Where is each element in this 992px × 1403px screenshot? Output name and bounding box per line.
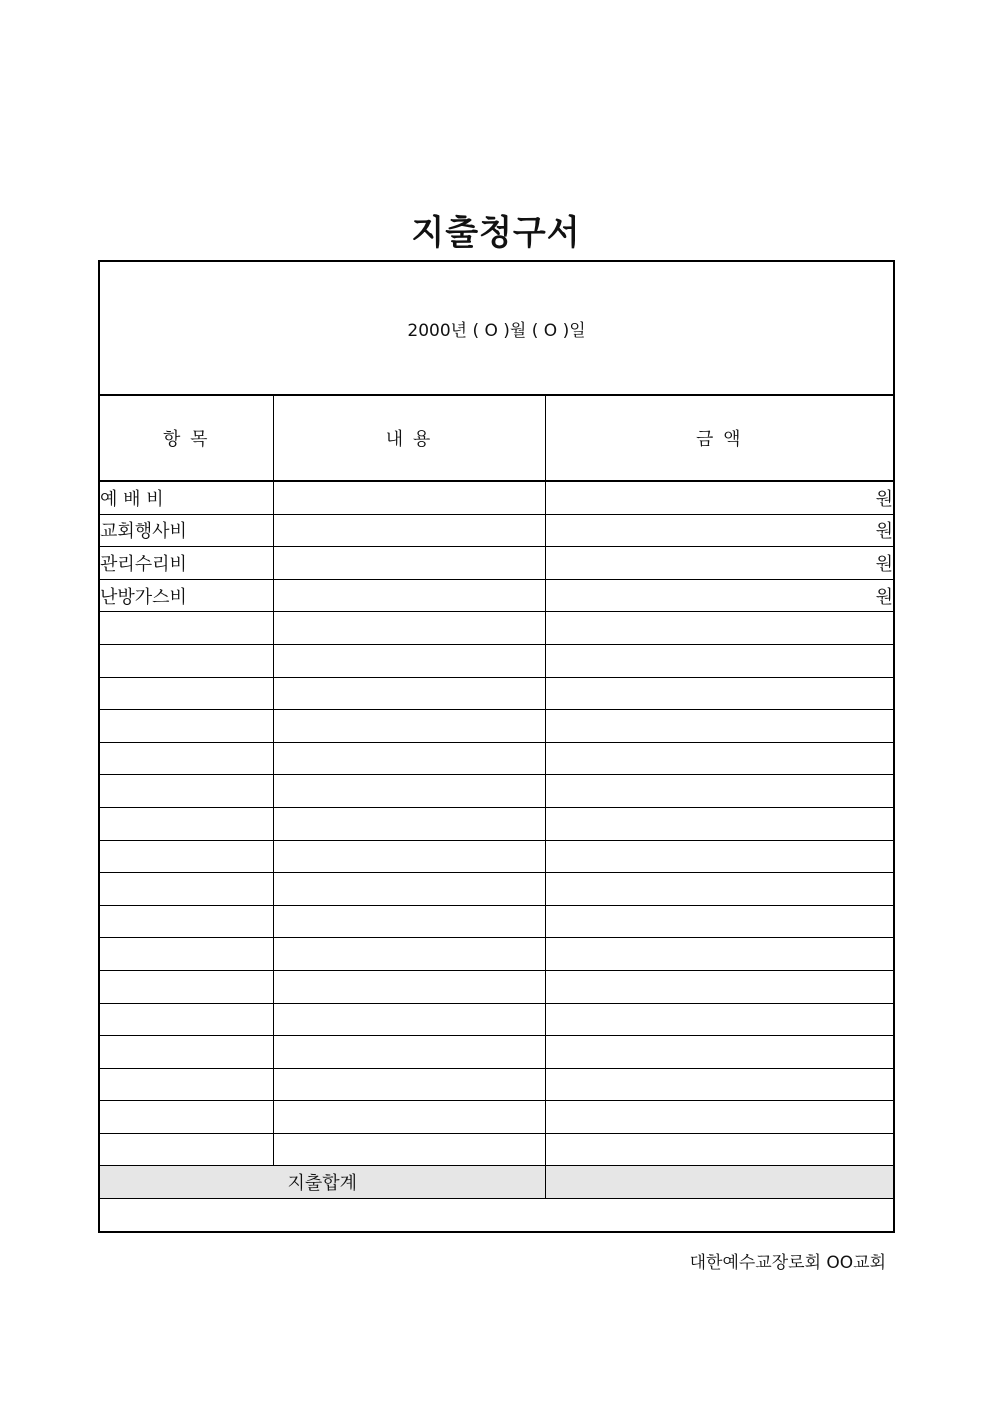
total-row (100, 1166, 893, 1199)
row-content-cell[interactable] (273, 873, 545, 906)
row-content-cell[interactable] (273, 547, 545, 580)
header-row (100, 396, 893, 481)
row-content-cell[interactable] (273, 1068, 545, 1101)
row-amount-cell[interactable] (545, 1036, 893, 1069)
table-row (100, 905, 893, 938)
expense-table (100, 396, 893, 1199)
row-amount-cell[interactable] (545, 1003, 893, 1036)
row-amount-cell[interactable] (545, 644, 893, 677)
row-amount-cell[interactable]: 원 (545, 547, 893, 580)
row-amount-cell[interactable] (545, 612, 893, 645)
row-amount-cell[interactable]: 원 (545, 579, 893, 612)
row-content-cell[interactable] (273, 970, 545, 1003)
row-amount-cell[interactable]: 원 (545, 514, 893, 547)
date-line: 2000년 ( O )월 ( O )일 (100, 262, 893, 396)
row-item-cell[interactable] (100, 938, 273, 971)
row-item-cell[interactable] (100, 840, 273, 873)
row-item-cell[interactable] (100, 1101, 273, 1134)
row-content-cell[interactable] (273, 481, 545, 514)
row-content-cell[interactable] (273, 1101, 545, 1134)
table-row (100, 514, 893, 547)
table-row (100, 481, 893, 514)
table-row (100, 547, 893, 580)
row-amount-cell[interactable] (545, 970, 893, 1003)
row-item-cell[interactable] (100, 1036, 273, 1069)
row-amount-cell[interactable] (545, 677, 893, 710)
row-item-cell[interactable] (100, 710, 273, 743)
table-row (100, 579, 893, 612)
row-amount-cell[interactable] (545, 1101, 893, 1134)
row-item-cell[interactable] (100, 970, 273, 1003)
row-item-cell[interactable] (100, 807, 273, 840)
table-row (100, 1068, 893, 1101)
row-item-cell[interactable] (100, 644, 273, 677)
row-item-cell[interactable] (100, 1068, 273, 1101)
row-content-cell[interactable] (273, 644, 545, 677)
row-content-cell[interactable] (273, 938, 545, 971)
row-amount-cell[interactable] (545, 807, 893, 840)
row-amount-cell[interactable]: 원 (545, 481, 893, 514)
row-content-cell[interactable] (273, 775, 545, 808)
table-row (100, 677, 893, 710)
row-amount-cell[interactable] (545, 840, 893, 873)
document-title: 지출청구서 (411, 213, 581, 253)
table-row (100, 644, 893, 677)
row-item-cell[interactable] (100, 905, 273, 938)
table-row (100, 873, 893, 906)
table-row (100, 840, 893, 873)
table-row (100, 938, 893, 971)
row-amount-cell[interactable] (545, 873, 893, 906)
row-item-cell[interactable]: 예 배 비 (100, 481, 273, 514)
row-content-cell[interactable] (273, 514, 545, 547)
church-name: 대한예수교장로회 OO교회 (689, 1253, 886, 1273)
expense-form (98, 260, 895, 1233)
table-row (100, 775, 893, 808)
row-amount-cell[interactable] (545, 742, 893, 775)
row-content-cell[interactable] (273, 1036, 545, 1069)
total-value[interactable] (545, 1166, 893, 1199)
row-item-cell[interactable] (100, 873, 273, 906)
table-row (100, 742, 893, 775)
row-content-cell[interactable] (273, 579, 545, 612)
row-item-cell[interactable] (100, 612, 273, 645)
row-content-cell[interactable] (273, 710, 545, 743)
row-content-cell[interactable] (273, 905, 545, 938)
row-amount-cell[interactable] (545, 1133, 893, 1166)
table-row (100, 807, 893, 840)
table-row (100, 710, 893, 743)
row-amount-cell[interactable] (545, 905, 893, 938)
row-content-cell[interactable] (273, 677, 545, 710)
header-amount: 금 액 (545, 396, 893, 481)
header-content: 내 용 (273, 396, 545, 481)
row-content-cell[interactable] (273, 840, 545, 873)
table-row (100, 612, 893, 645)
row-item-cell[interactable] (100, 742, 273, 775)
row-item-cell[interactable]: 관리수리비 (100, 547, 273, 580)
row-amount-cell[interactable] (545, 938, 893, 971)
row-amount-cell[interactable] (545, 775, 893, 808)
row-content-cell[interactable] (273, 807, 545, 840)
row-content-cell[interactable] (273, 1133, 545, 1166)
row-content-cell[interactable] (273, 742, 545, 775)
row-item-cell[interactable]: 난방가스비 (100, 579, 273, 612)
table-row (100, 1003, 893, 1036)
row-item-cell[interactable] (100, 775, 273, 808)
total-label: 지출합계 (100, 1166, 545, 1199)
row-content-cell[interactable] (273, 612, 545, 645)
table-row (100, 1101, 893, 1134)
row-content-cell[interactable] (273, 1003, 545, 1036)
row-item-cell[interactable] (100, 677, 273, 710)
row-item-cell[interactable]: 교회행사비 (100, 514, 273, 547)
row-item-cell[interactable] (100, 1133, 273, 1166)
row-amount-cell[interactable] (545, 710, 893, 743)
table-row (100, 1133, 893, 1166)
table-row (100, 970, 893, 1003)
row-amount-cell[interactable] (545, 1068, 893, 1101)
row-item-cell[interactable] (100, 1003, 273, 1036)
header-item: 항 목 (100, 396, 273, 481)
table-row (100, 1036, 893, 1069)
